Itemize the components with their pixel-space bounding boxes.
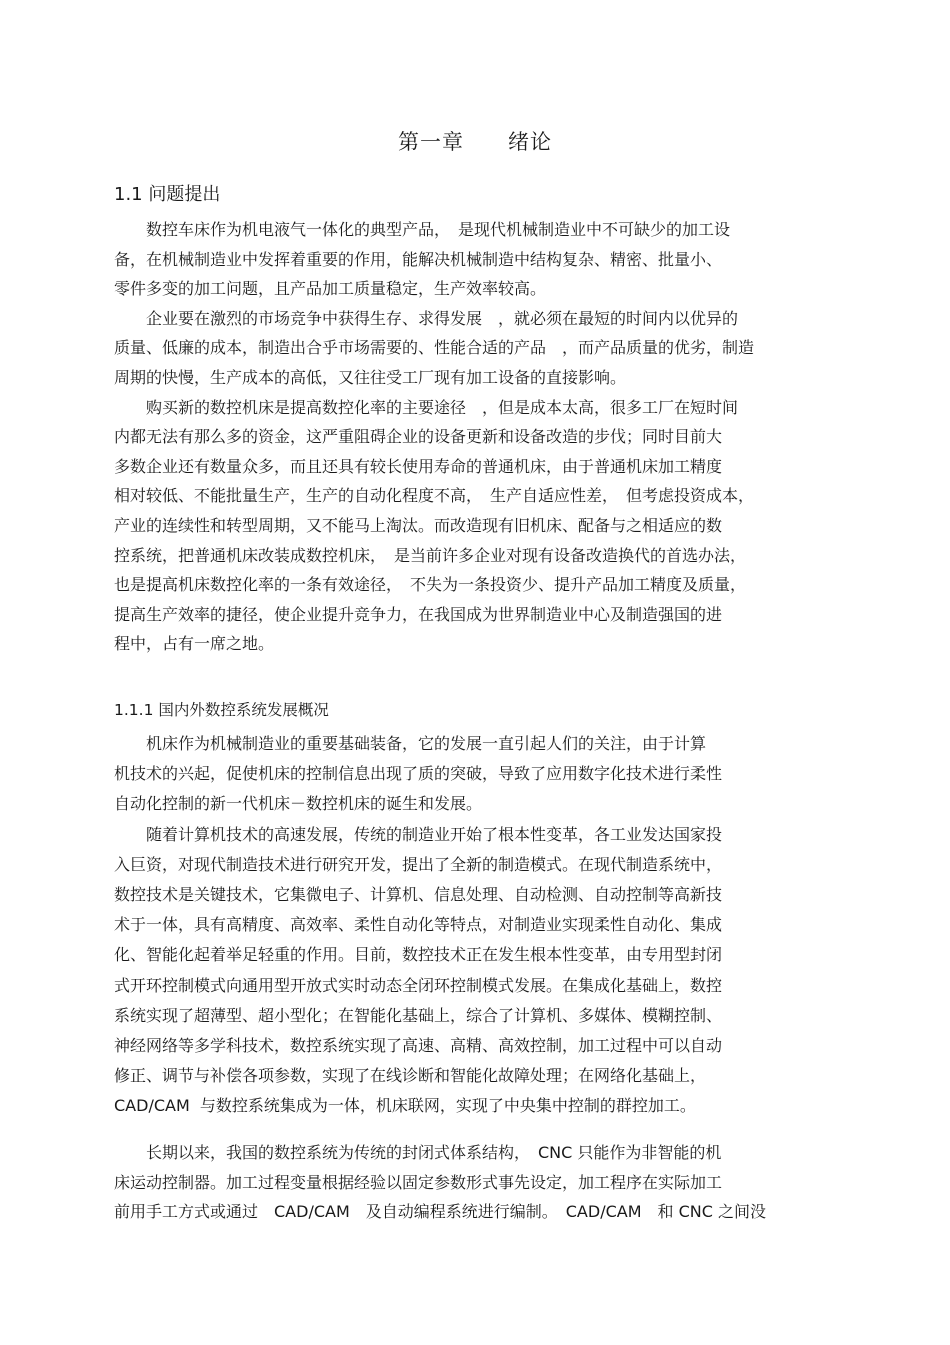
text-line: 内都无法有那么多的资金，这严重阻碍企业的设备更新和设备改造的步伐；同时目前大 xyxy=(114,427,723,447)
text-line: 术于一体，具有高精度、高效率、柔性自动化等特点，对制造业实现柔性自动化、集成 xyxy=(114,915,723,935)
section-title: 1.1 问题提出 xyxy=(114,184,221,205)
text-line: 系统实现了超薄型、超小型化；在智能化基础上，综合了计算机、多媒体、模糊控制、 xyxy=(114,1005,723,1025)
text-line: 零件多变的加工问题，且产品加工质量稳定，生产效率较高。 xyxy=(114,279,547,299)
subsection-body xyxy=(114,729,844,1121)
text-line: CAD/CAM 与数控系统集成为一体，机床联网，实现了中央集中控制的群控加工。 xyxy=(114,1096,696,1116)
text-line: 修正、调节与补偿各项参数，实现了在线诊断和智能化故障处理；在网络化基础上， xyxy=(114,1066,707,1086)
text-line: 周期的快慢，生产成本的高低，又往往受工厂现有加工设备的直接影响。 xyxy=(114,367,627,387)
text-line: 多数企业还有数量众多，而且还具有较长使用寿命的普通机床，由于普通机床加工精度 xyxy=(114,456,723,476)
text-line: 式开环控制模式向通用型开放式实时动态全闭环控制模式发展。在集成化基础上，数控 xyxy=(114,975,723,995)
text-line: 自动化控制的新一代机床－数控机床的诞生和发展。 xyxy=(114,794,483,814)
text-line: 购买新的数控机床是提高数控化率的主要途径 ，但是成本太高，很多工厂在短时间 xyxy=(114,397,739,417)
text-line: 相对较低、不能批量生产，生产的自动化程度不高， 生产自适应性差， 但考虑投资成本， xyxy=(114,486,755,506)
text-line: 床运动控制器。加工过程变量根据经验以固定参数形式事先设定，加工程序在实际加工 xyxy=(114,1172,723,1192)
text-line: 随着计算机技术的高速发展，传统的制造业开始了根本性变革，各工业发达国家投 xyxy=(114,824,723,844)
text-line: 神经网络等多学科技术，数控系统实现了高速、高精、高效控制，加工过程中可以自动 xyxy=(114,1035,723,1055)
text-line: 控系统，把普通机床改装成数控机床， 是当前许多企业对现有设备改造换代的首选办法， xyxy=(114,545,747,565)
subsection-title: 1.1.1 国内外数控系统发展概况 xyxy=(114,701,329,719)
text-line: 质量、低廉的成本，制造出合乎市场需要的、性能合适的产品 ，而产品质量的优劣，制造 xyxy=(114,338,755,358)
text-line: 入巨资，对现代制造技术进行研究开发，提出了全新的制造模式。在现代制造系统中， xyxy=(114,854,723,874)
text-line: 数控技术是关键技术，它集微电子、计算机、信息处理、自动检测、自动控制等高新技 xyxy=(114,884,723,904)
text-line: 企业要在激烈的市场竞争中获得生存、求得发展 ，就必须在最短的时间内以优异的 xyxy=(114,308,739,328)
subsection-body-continued xyxy=(114,1138,844,1227)
text-line: 数控车床作为机电液气一体化的典型产品， 是现代机械制造业中不可缺少的加工设 xyxy=(114,220,731,239)
text-line: 也是提高机床数控化率的一条有效途径， 不失为一条投资少、提升产品加工精度及质量， xyxy=(114,575,747,595)
text-line: 机床作为机械制造业的重要基础装备，它的发展一直引起人们的关注，由于计算 xyxy=(114,734,707,753)
text-line: 机技术的兴起，促使机床的控制信息出现了质的突破，导致了应用数字化技术进行柔性 xyxy=(114,764,723,784)
text-line: 长期以来，我国的数控系统为传统的封闭式体系结构， CNC 只能作为非智能的机 xyxy=(114,1143,722,1162)
text-line: 产业的连续性和转型周期，又不能马上淘汰。而改造现有旧机床、配备与之相适应的数 xyxy=(114,515,723,535)
section-body xyxy=(114,215,844,659)
text-line: 化、智能化起着举足轻重的作用。目前，数控技术正在发生根本性变革，由专用型封闭 xyxy=(114,945,723,965)
text-line: 前用手工方式或通过 CAD/CAM 及自动编程系统进行编制。 CAD/CAM 和 CNC 之间没 xyxy=(114,1202,766,1222)
text-line: 程中，占有一席之地。 xyxy=(114,634,275,654)
chapter-title: 第一章 绪论 xyxy=(398,130,552,154)
text-line: 备，在机械制造业中发挥着重要的作用，能解决机械制造中结构复杂、精密、批量小、 xyxy=(114,249,723,269)
text-line: 提高生产效率的捷径，使企业提升竞争力，在我国成为世界制造业中心及制造强国的进 xyxy=(114,604,723,624)
